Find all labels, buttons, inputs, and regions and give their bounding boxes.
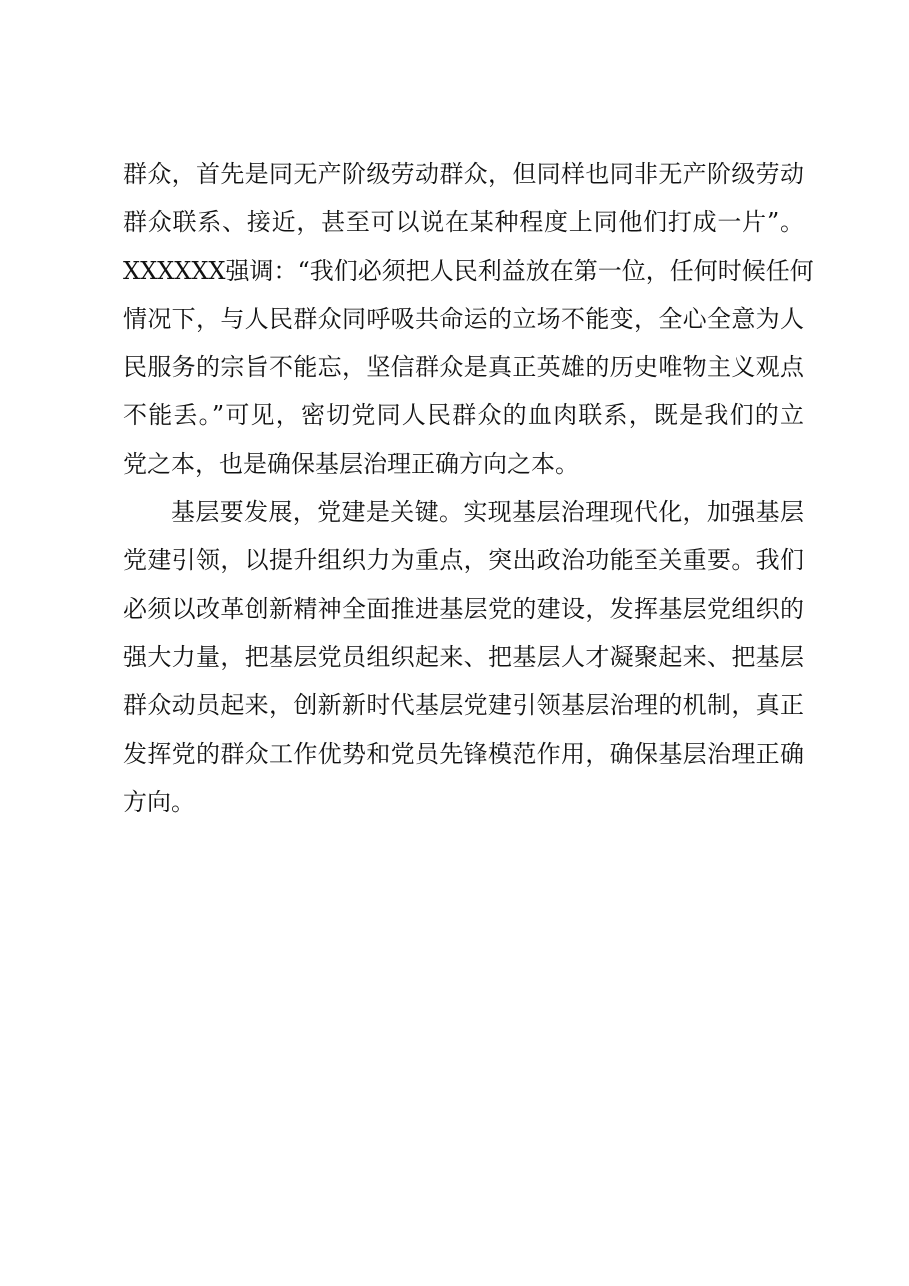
paragraph-2-line-4: 强大力量，把基层党员组织起来、把基层人才凝聚起来、把基层 bbox=[123, 642, 804, 671]
paragraph-1-line-3: XXXXXX强调：“我们必须把人民利益放在第一位，任何时候任何 bbox=[123, 256, 814, 285]
paragraph-2-line-2: 党建引领，以提升组织力为重点，突出政治功能至关重要。我们 bbox=[123, 546, 804, 575]
paragraph-1-line-4: 情况下，与人民群众同呼吸共命运的立场不能变，全心全意为人 bbox=[123, 304, 804, 333]
paragraph-2-line-6: 发挥党的群众工作优势和党员先锋模范作用，确保基层治理正确 bbox=[123, 739, 804, 768]
paragraph-2-line-7: 方向。 bbox=[123, 787, 195, 816]
paragraph-2-line-3: 必须以改革创新精神全面推进基层党的建设，发挥基层党组织的 bbox=[123, 594, 804, 623]
paragraph-1 bbox=[123, 150, 814, 488]
paragraph-1-line-2: 群众联系、接近，甚至可以说在某种程度上同他们打成一片”。 bbox=[123, 208, 804, 237]
paragraph-2-line-5: 群众动员起来，创新新时代基层党建引领基层治理的机制，真正 bbox=[123, 691, 804, 720]
paragraph-1-line-1: 群众，首先是同无产阶级劳动群众，但同样也同非无产阶级劳动 bbox=[123, 160, 804, 188]
paragraph-1-line-5: 民服务的宗旨不能忘，坚信群众是真正英雄的历史唯物主义观点 bbox=[123, 353, 804, 382]
document-body bbox=[123, 150, 814, 826]
paragraph-2-line-1: 基层要发展，党建是关键。实现基层治理现代化，加强基层 bbox=[171, 498, 804, 527]
paragraph-1-line-7: 党之本，也是确保基层治理正确方向之本。 bbox=[123, 449, 579, 478]
paragraph-1-line-6: 不能丢。”可见，密切党同人民群众的血肉联系，既是我们的立 bbox=[123, 401, 804, 430]
paragraph-2 bbox=[123, 488, 804, 826]
